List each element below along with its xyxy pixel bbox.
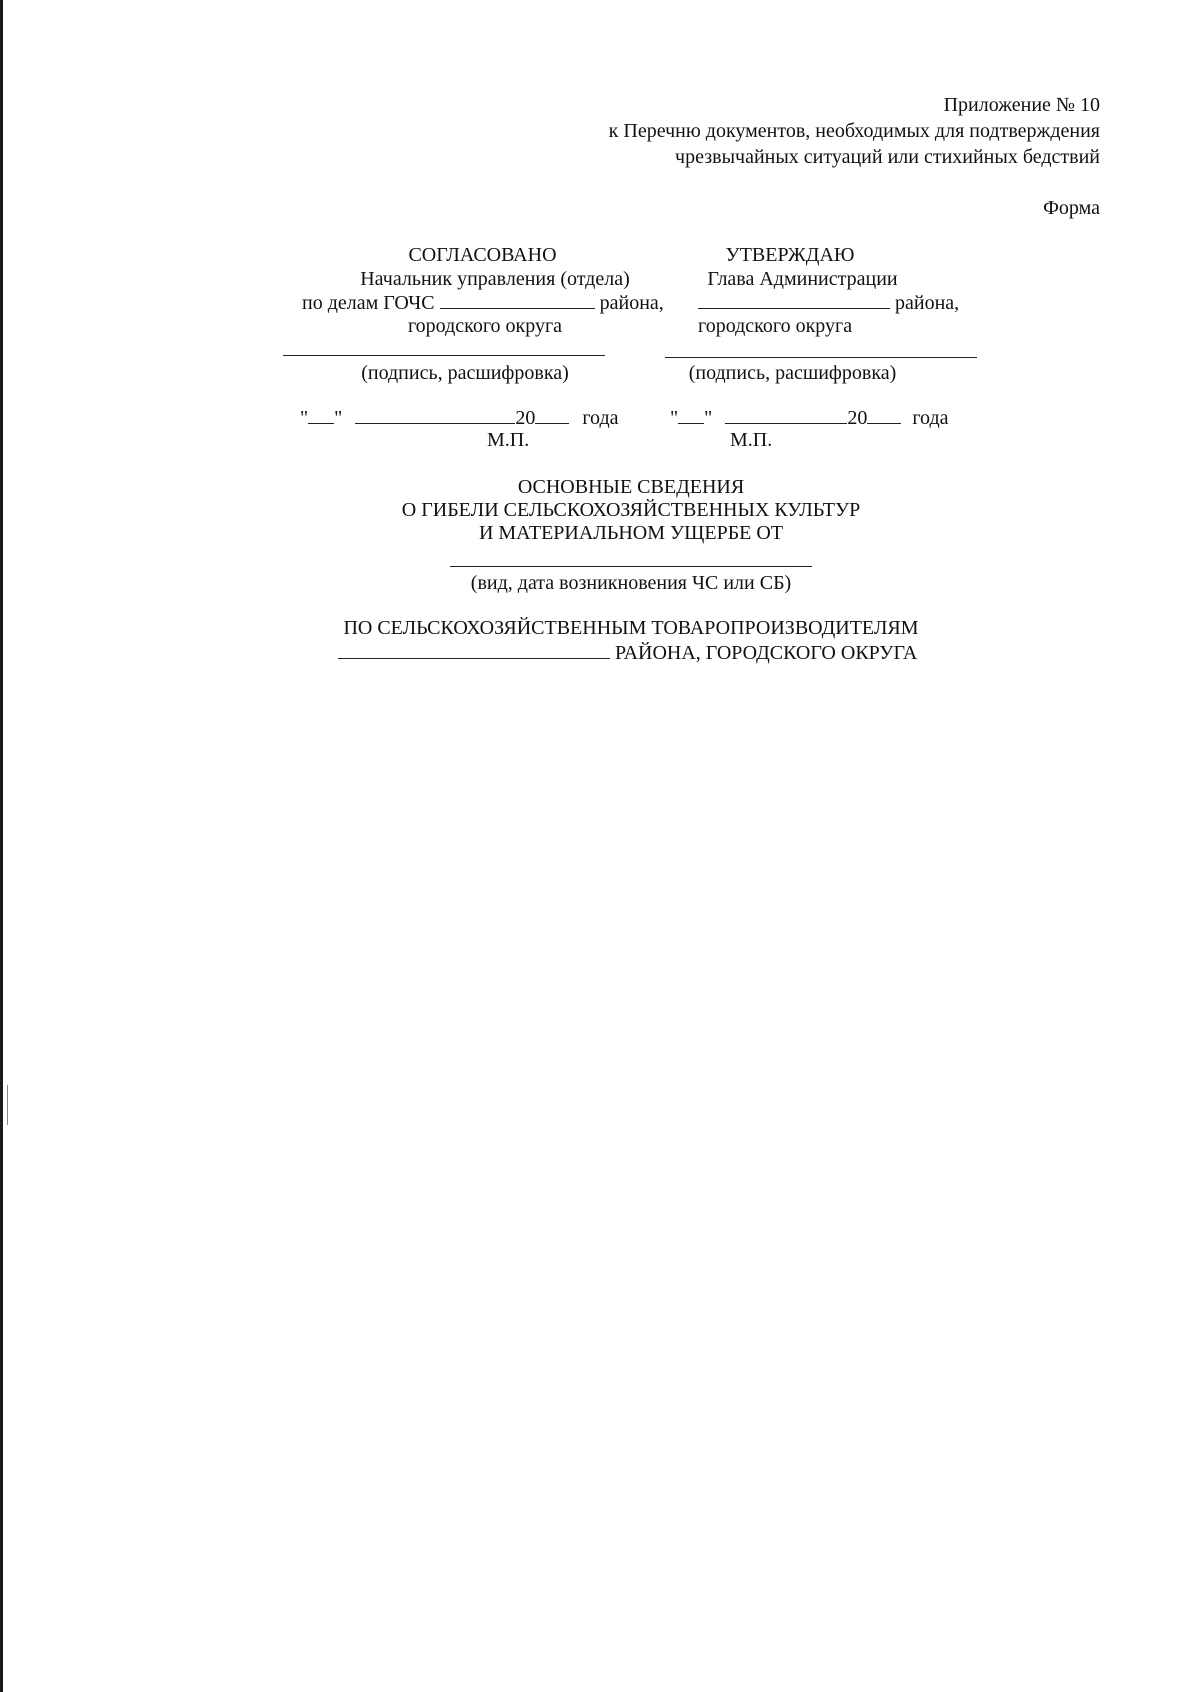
title-line-5: [338, 640, 917, 665]
approved-signature-line[interactable]: [665, 357, 977, 358]
approved-position: Глава Администрации: [707, 268, 898, 290]
agreed-department-line: [302, 290, 664, 315]
agreed-date-line: [300, 405, 619, 430]
approved-district-suffix: района,: [895, 292, 960, 314]
form-label: Форма: [1043, 197, 1100, 219]
approved-month-blank[interactable]: [725, 405, 847, 424]
appendix-line-1: к Перечню документов, необходимых для подтверждения: [608, 120, 1100, 142]
agreed-title: СОГЛАСОВАНО: [408, 244, 557, 266]
approved-seal: М.П.: [730, 429, 773, 451]
agreed-position: Начальник управления (отдела): [360, 268, 630, 290]
agreed-quote-close: ": [334, 407, 343, 429]
appendix-number: Приложение № 10: [943, 94, 1100, 116]
appendix-line-2: чрезвычайных ситуаций или стихийных бедствий: [675, 146, 1100, 168]
title-line-2: О ГИБЕЛИ СЕЛЬСКОХОЗЯЙСТВЕННЫХ КУЛЬТУР: [401, 499, 861, 521]
approved-district-blank[interactable]: [698, 290, 890, 309]
agreed-quote-open: ": [300, 407, 309, 429]
agreed-district-suffix: района,: [599, 292, 664, 314]
agreed-day-blank[interactable]: [308, 405, 334, 424]
approved-title: УТВЕРЖДАЮ: [725, 244, 855, 266]
event-blank-line[interactable]: [450, 566, 812, 567]
title-line-5-suffix: РАЙОНА, ГОРОДСКОГО ОКРУГА: [615, 642, 918, 664]
approved-year-suffix: года: [912, 407, 949, 429]
title-line-3: И МАТЕРИАЛЬНОМ УЩЕРБЕ ОТ: [478, 522, 784, 544]
agreed-district-caption: городского округа: [407, 315, 563, 337]
approved-district-caption: городского округа: [698, 315, 853, 337]
title-line-4: ПО СЕЛЬСКОХОЗЯЙСТВЕННЫМ ТОВАРОПРОИЗВОДИТЕЛЯМ: [343, 617, 919, 639]
agreed-seal: М.П.: [487, 429, 530, 451]
agreed-month-blank[interactable]: [355, 405, 515, 424]
agreed-district-blank[interactable]: [440, 290, 595, 309]
agreed-signature-line[interactable]: [283, 355, 605, 356]
approved-day-blank[interactable]: [678, 405, 704, 424]
approved-district-line: [698, 290, 959, 315]
agreed-year-suffix: года: [582, 407, 619, 429]
agreed-department-prefix: по делам ГОЧС: [302, 292, 435, 314]
approved-quote-open: ": [670, 407, 679, 429]
agreed-year-prefix: 20: [515, 407, 536, 429]
scan-artifact-mark: [7, 1085, 8, 1125]
scan-left-edge: [0, 0, 3, 1692]
title-line-1: ОСНОВНЫЕ СВЕДЕНИЯ: [517, 476, 745, 498]
approved-year-prefix: 20: [847, 407, 868, 429]
approved-date-line: [670, 405, 949, 430]
event-caption: (вид, дата возникновения ЧС или СБ): [470, 572, 792, 594]
approved-year-blank[interactable]: [867, 405, 901, 424]
agreed-year-blank[interactable]: [535, 405, 569, 424]
approved-quote-close: ": [704, 407, 713, 429]
approved-signature-caption: (подпись, расшифровка): [688, 362, 897, 384]
agreed-signature-caption: (подпись, расшифровка): [361, 362, 569, 384]
district-name-blank[interactable]: [338, 640, 610, 659]
